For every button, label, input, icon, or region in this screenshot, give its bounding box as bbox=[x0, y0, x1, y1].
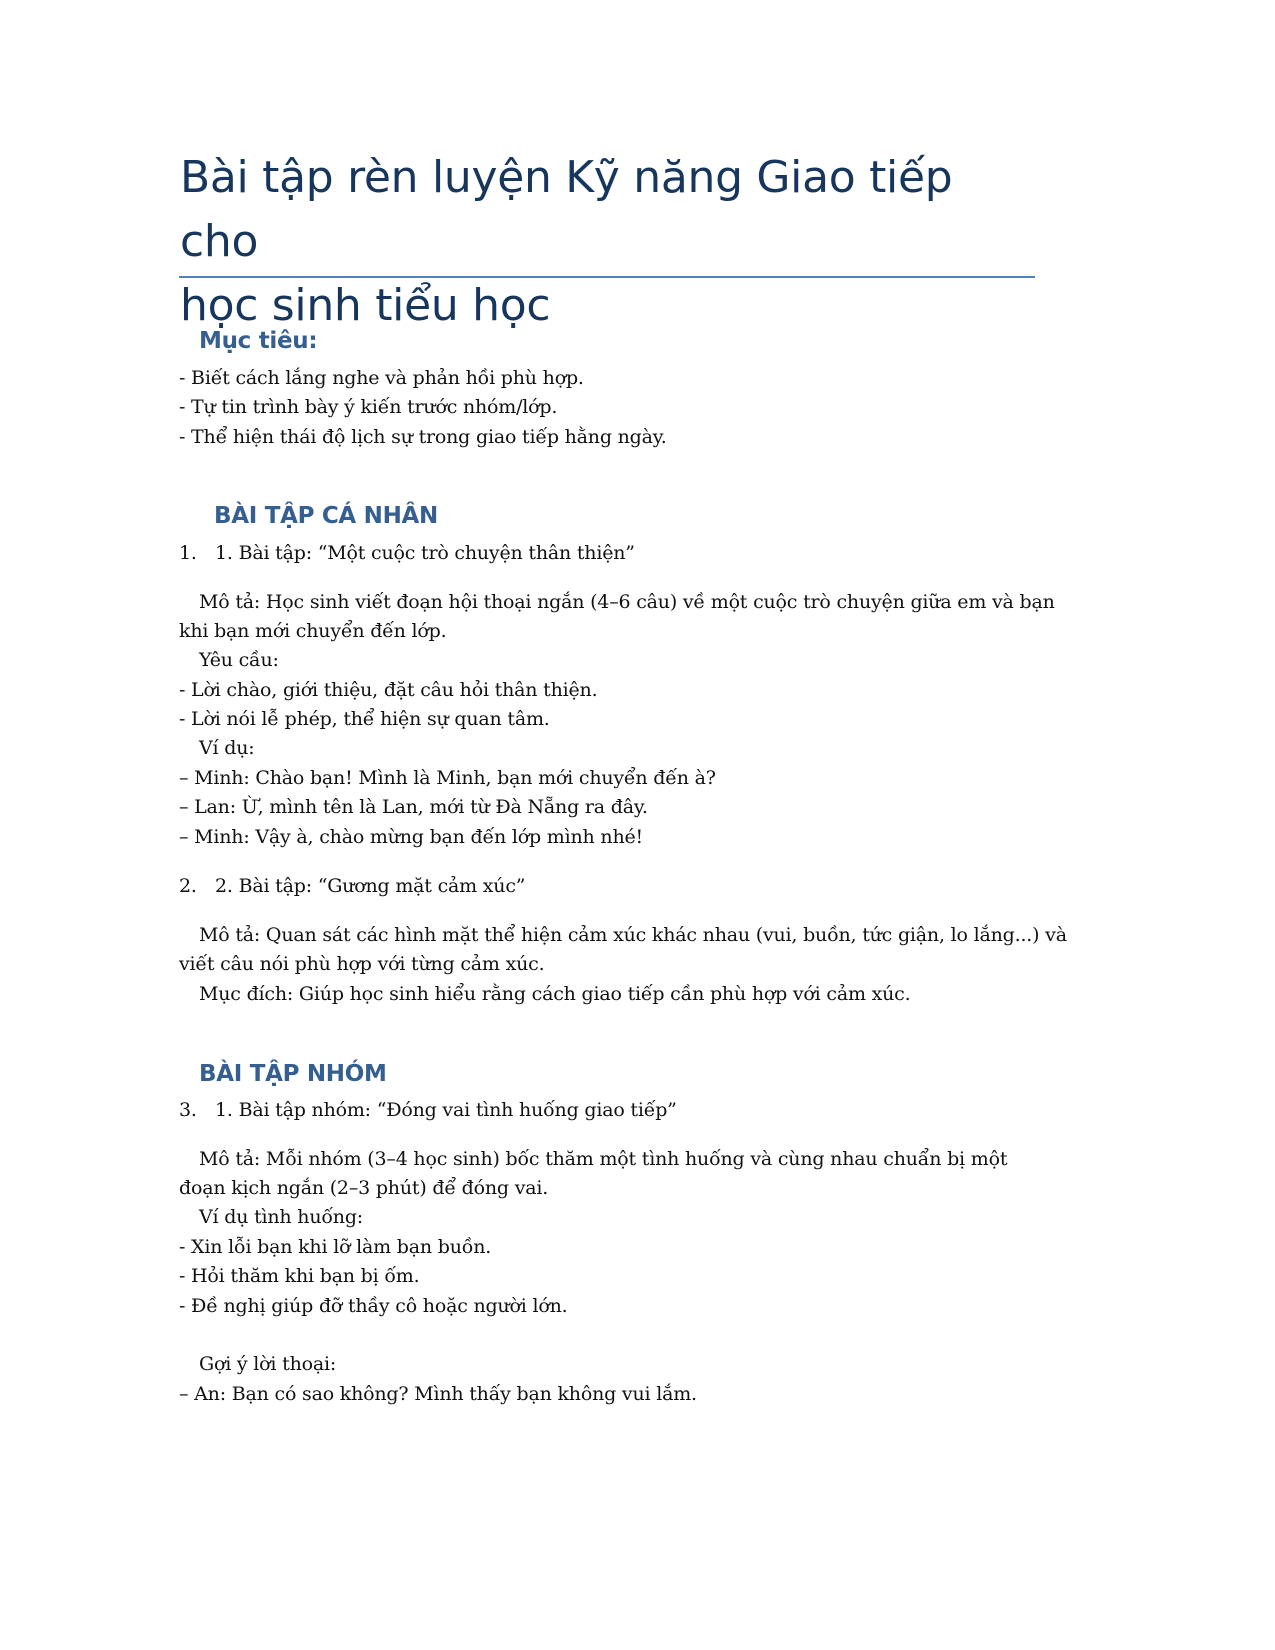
exercise-3-description-cont: đoạn kịch ngắn (2–3 phút) để đóng vai. bbox=[179, 1177, 549, 1199]
exercise-1-description-cont: khi bạn mới chuyển đến lớp. bbox=[179, 620, 447, 642]
objective-item: - Tự tin trình bày ý kiến trước nhóm/lớp. bbox=[179, 396, 558, 418]
list-number: 2. bbox=[179, 875, 197, 897]
exercise-title-text: 2. Bài tập: “Gương mặt cảm xúc” bbox=[215, 875, 526, 897]
title-underline-divider bbox=[179, 276, 1035, 278]
dialogue-line: – An: Bạn có sao không? Mình thấy bạn không vui lắm. bbox=[179, 1383, 697, 1405]
list-number: 3. bbox=[179, 1099, 197, 1121]
situation-item: - Hỏi thăm khi bạn bị ốm. bbox=[179, 1265, 420, 1287]
dialogue-line: – Lan: Ừ, mình tên là Lan, mới từ Đà Nẵng ra đây. bbox=[179, 796, 648, 818]
exercise-3-description: Mô tả: Mỗi nhóm (3–4 học sinh) bốc thăm một tình huống và cùng nhau chuẩn bị một bbox=[199, 1148, 1008, 1170]
title-line-2: học sinh tiểu học bbox=[180, 280, 551, 331]
exercise-1-title bbox=[179, 538, 635, 568]
requirement-item: - Lời nói lễ phép, thể hiện sự quan tâm. bbox=[179, 708, 550, 730]
individual-exercises-heading: BÀI TẬP CÁ NHÂN bbox=[214, 503, 438, 529]
exercise-2-title bbox=[179, 871, 525, 901]
requirement-item: - Lời chào, giới thiệu, đặt câu hỏi thân thiện. bbox=[179, 679, 598, 701]
exercise-1-description: Mô tả: Học sinh viết đoạn hội thoại ngắn (4–6 câu) về một cuộc trò chuyện giữa em và bạn bbox=[199, 591, 1055, 613]
exercise-2-description: Mô tả: Quan sát các hình mặt thể hiện cảm xúc khác nhau (vui, buồn, tức giận, lo lắng...) và bbox=[199, 924, 1067, 946]
document-title bbox=[180, 146, 1040, 338]
objectives-heading: Mục tiêu: bbox=[199, 328, 318, 354]
dialogue-suggestion-label: Gợi ý lời thoại: bbox=[199, 1353, 337, 1375]
exercise-title-text: 1. Bài tập nhóm: “Đóng vai tình huống giao tiếp” bbox=[215, 1099, 677, 1121]
title-line-1: Bài tập rèn luyện Kỹ năng Giao tiếp cho bbox=[180, 152, 953, 267]
exercise-3-title bbox=[179, 1095, 677, 1125]
dialogue-line: – Minh: Vậy à, chào mừng bạn đến lớp mình nhé! bbox=[179, 826, 643, 848]
example-label: Ví dụ: bbox=[199, 737, 255, 759]
exercise-2-description-cont: viết câu nói phù hợp với từng cảm xúc. bbox=[179, 953, 545, 975]
situation-item: - Xin lỗi bạn khi lỡ làm bạn buồn. bbox=[179, 1236, 492, 1258]
objective-item: - Thể hiện thái độ lịch sự trong giao tiếp hằng ngày. bbox=[179, 426, 667, 448]
list-number: 1. bbox=[179, 542, 197, 564]
objective-item: - Biết cách lắng nghe và phản hồi phù hợp. bbox=[179, 367, 584, 389]
situations-label: Ví dụ tình huống: bbox=[199, 1206, 364, 1228]
dialogue-line: – Minh: Chào bạn! Mình là Minh, bạn mới chuyển đến à? bbox=[179, 767, 716, 789]
situation-item: - Đề nghị giúp đỡ thầy cô hoặc người lớn. bbox=[179, 1295, 568, 1317]
exercise-2-purpose: Mục đích: Giúp học sinh hiểu rằng cách giao tiếp cần phù hợp với cảm xúc. bbox=[199, 983, 911, 1005]
group-exercises-heading: BÀI TẬP NHÓM bbox=[199, 1061, 387, 1087]
requirements-label: Yêu cầu: bbox=[199, 649, 279, 671]
exercise-title-text: 1. Bài tập: “Một cuộc trò chuyện thân thiện” bbox=[215, 542, 635, 564]
